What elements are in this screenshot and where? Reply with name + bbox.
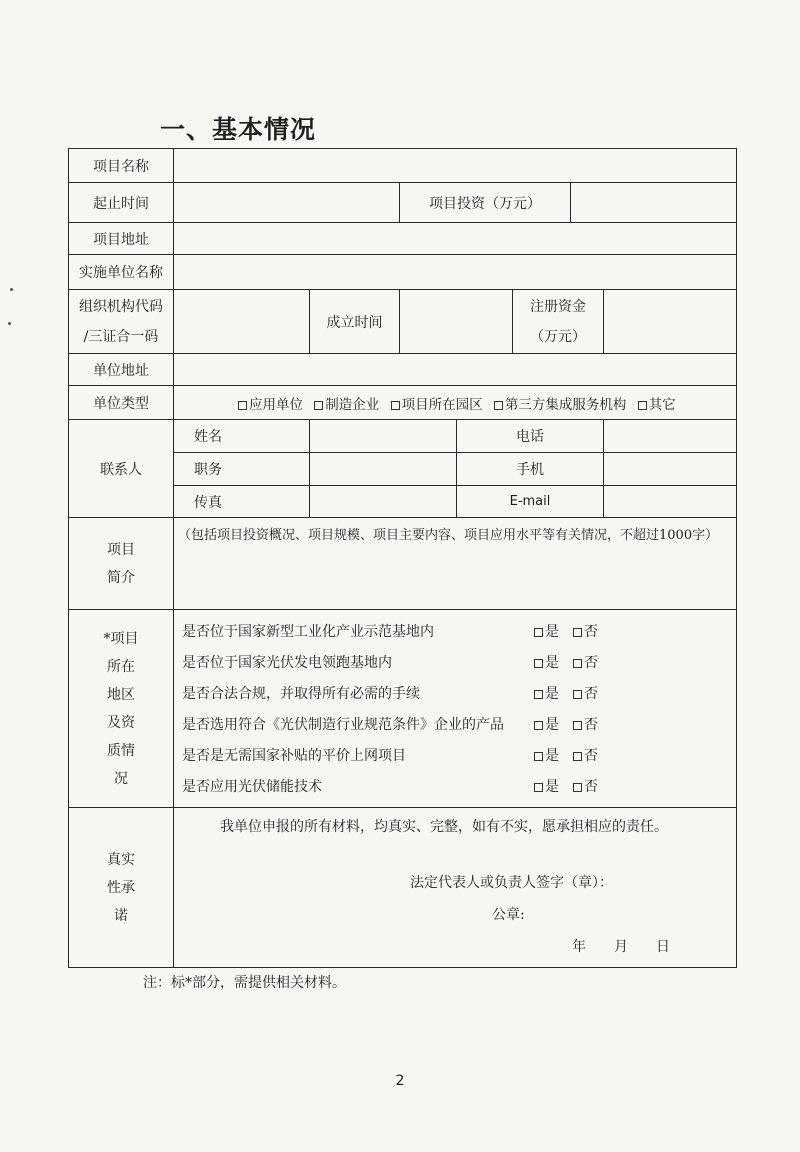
yes-option[interactable]: 是 — [534, 748, 559, 764]
footnote: 注：标*部分，需提供相关材料。 — [143, 975, 346, 991]
label-qualification-line: 质情 — [107, 742, 135, 759]
qualification-row — [182, 647, 730, 678]
label-start-end-time: 起止时间 — [69, 183, 174, 223]
checkbox-icon[interactable] — [314, 401, 323, 410]
label-pledge-line: 诺 — [114, 907, 128, 924]
label-established-time: 成立时间 — [310, 290, 400, 354]
label-registered-capital-line1: 注册资金 — [530, 298, 586, 315]
checkbox-icon[interactable] — [534, 783, 543, 792]
label-pledge-line: 性承 — [107, 879, 135, 896]
checkbox-icon[interactable] — [573, 783, 582, 792]
scan-mark — [8, 322, 11, 325]
checkbox-icon[interactable] — [534, 628, 543, 637]
pledge-content — [174, 808, 737, 968]
label-qualification-line: 及资 — [107, 714, 135, 731]
input-established-time[interactable] — [400, 290, 513, 354]
label-unit-type: 单位类型 — [69, 386, 174, 420]
label-qualification — [69, 610, 174, 808]
input-project-investment[interactable] — [571, 183, 737, 223]
qualification-list — [182, 616, 730, 802]
label-contact-email: E-mail — [457, 486, 604, 518]
label-project-name: 项目名称 — [69, 149, 174, 183]
yes-option[interactable]: 是 — [534, 624, 559, 640]
label-contact-position: 职务 — [174, 453, 310, 486]
no-option[interactable]: 否 — [573, 779, 598, 795]
input-contact-email[interactable] — [604, 486, 737, 518]
basic-info-form — [68, 148, 737, 968]
label-unit-address: 单位地址 — [69, 354, 174, 386]
label-qualification-line: *项目 — [103, 630, 139, 647]
qualification-row — [182, 616, 730, 647]
unit-type-options — [174, 386, 737, 420]
checkbox-icon[interactable] — [573, 690, 582, 699]
input-project-intro[interactable] — [174, 518, 737, 610]
no-option[interactable]: 否 — [573, 717, 598, 733]
yes-option[interactable]: 是 — [534, 686, 559, 702]
input-project-name[interactable] — [174, 149, 737, 183]
section-title: 一、基本情况 — [160, 115, 317, 144]
label-registered-capital-line2: （万元） — [530, 328, 586, 345]
input-contact-mobile[interactable] — [604, 453, 737, 486]
yes-option[interactable]: 是 — [534, 717, 559, 733]
label-project-address: 项目地址 — [69, 223, 174, 255]
label-qualification-line: 况 — [114, 770, 128, 787]
checkbox-icon[interactable] — [573, 628, 582, 637]
checkbox-icon[interactable] — [638, 401, 647, 410]
no-option[interactable]: 否 — [573, 624, 598, 640]
unit-type-option[interactable]: 制造企业 — [314, 397, 379, 413]
label-project-intro-line: 简介 — [107, 569, 135, 586]
qualification-question: 是否合法合规，并取得所有必需的手续 — [182, 686, 420, 702]
project-intro-hint: （包括项目投资概况、项目规模、项目主要内容、项目应用水平等有关情况，不超过1000字） — [178, 528, 719, 543]
unit-type-option[interactable]: 项目所在园区 — [391, 397, 483, 413]
checkbox-icon[interactable] — [494, 401, 503, 410]
pledge-signature-label[interactable]: 法定代表人或负责人签字（章）： — [410, 875, 613, 891]
input-org-code[interactable] — [174, 290, 310, 354]
checkbox-icon[interactable] — [534, 659, 543, 668]
label-contact-fax: 传真 — [174, 486, 310, 518]
input-implementing-unit[interactable] — [174, 255, 737, 290]
qualification-question: 是否选用符合《光伏制造行业规范条件》企业的产品 — [182, 717, 504, 733]
no-option[interactable]: 否 — [573, 748, 598, 764]
yes-option[interactable]: 是 — [534, 655, 559, 671]
qualification-questions — [174, 610, 737, 808]
label-qualification-line: 地区 — [107, 686, 135, 703]
unit-type-option[interactable]: 第三方集成服务机构 — [494, 397, 627, 413]
checkbox-icon[interactable] — [573, 721, 582, 730]
pledge-date[interactable]: 年 月 日 — [572, 939, 670, 955]
label-project-intro — [69, 518, 174, 610]
input-contact-phone[interactable] — [604, 420, 737, 453]
checkbox-icon[interactable] — [238, 401, 247, 410]
label-implementing-unit: 实施单位名称 — [69, 255, 174, 290]
label-pledge-line: 真实 — [107, 851, 135, 868]
input-contact-position[interactable] — [310, 453, 457, 486]
unit-type-option[interactable]: 应用单位 — [238, 397, 303, 413]
checkbox-icon[interactable] — [391, 401, 400, 410]
checkbox-icon[interactable] — [573, 752, 582, 761]
pledge-statement: 我单位申报的所有材料，均真实、完整，如有不实，愿承担相应的责任。 — [220, 819, 668, 835]
qualification-question: 是否位于国家光伏发电领跑基地内 — [182, 655, 392, 671]
yes-option[interactable]: 是 — [534, 779, 559, 795]
label-registered-capital — [513, 290, 604, 354]
label-contact-name: 姓名 — [174, 420, 310, 453]
input-contact-fax[interactable] — [310, 486, 457, 518]
qualification-row — [182, 740, 730, 771]
input-unit-address[interactable] — [174, 354, 737, 386]
label-contact: 联系人 — [69, 420, 174, 518]
checkbox-icon[interactable] — [534, 752, 543, 761]
label-contact-phone: 电话 — [457, 420, 604, 453]
label-org-code-line2: /三证合一码 — [83, 328, 159, 345]
qualification-question: 是否是无需国家补贴的平价上网项目 — [182, 748, 406, 764]
qualification-question: 是否应用光伏储能技术 — [182, 779, 322, 795]
no-option[interactable]: 否 — [573, 686, 598, 702]
qualification-question: 是否位于国家新型工业化产业示范基地内 — [182, 624, 434, 640]
qualification-row — [182, 771, 730, 802]
scan-mark — [10, 288, 13, 291]
label-qualification-line: 所在 — [107, 658, 135, 675]
label-contact-mobile: 手机 — [457, 453, 604, 486]
label-project-investment: 项目投资（万元） — [400, 183, 571, 223]
checkbox-icon[interactable] — [573, 659, 582, 668]
label-org-code-line1: 组织机构代码 — [79, 298, 163, 315]
qualification-row — [182, 678, 730, 709]
page-number: 2 — [395, 1073, 405, 1089]
input-contact-name[interactable] — [310, 420, 457, 453]
input-start-end-time[interactable] — [174, 183, 400, 223]
checkbox-icon[interactable] — [534, 721, 543, 730]
input-project-address[interactable] — [174, 223, 737, 255]
no-option[interactable]: 否 — [573, 655, 598, 671]
label-project-intro-line: 项目 — [107, 541, 135, 558]
label-pledge — [69, 808, 174, 968]
pledge-seal-label[interactable]: 公章: — [492, 907, 525, 923]
checkbox-icon[interactable] — [534, 690, 543, 699]
input-registered-capital[interactable] — [604, 290, 737, 354]
unit-type-option[interactable]: 其它 — [638, 397, 676, 413]
label-org-code — [69, 290, 174, 354]
qualification-row — [182, 709, 730, 740]
